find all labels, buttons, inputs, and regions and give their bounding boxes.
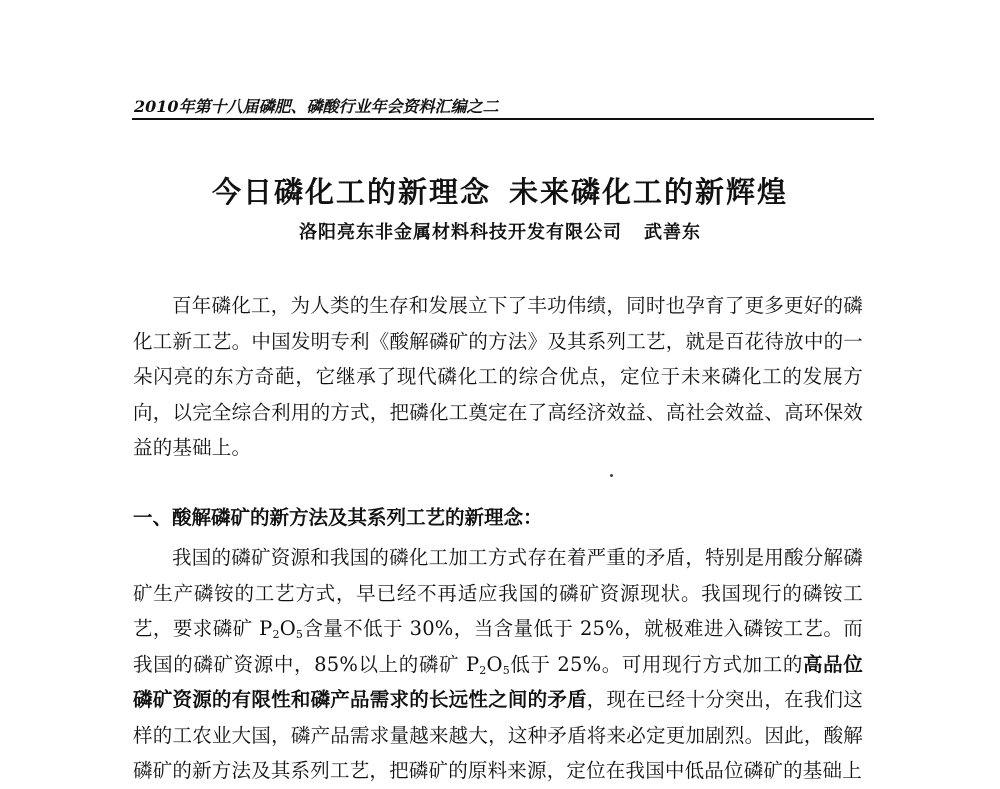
emphasis-text: 高品位磷矿资源的有限性和磷产品需求的长远性之间的矛盾 — [133, 652, 863, 711]
author: 武善东 — [644, 222, 701, 243]
section-1-body — [133, 540, 863, 789]
subscript: 5 — [502, 663, 510, 677]
subscript: 2 — [272, 628, 280, 641]
text-run: ，现在已经十分突出，在我们这样的工农业大国，磷产品需求量越来越大，这种矛盾将来必定更加剧烈。因此，酸解磷矿的新方法及其系列工艺，把磷矿的原料来源，定位在我国中低品位磷矿的基础上 — [133, 688, 863, 782]
byline — [0, 218, 1000, 244]
subscript: 5 — [295, 628, 304, 641]
intro-paragraph: 百年磷化工，为人类的生存和发展立下了丰功伟绩，同时也孕育了更多更好的磷化工新工艺。中国发明专利《酸解磷矿的方法》及其系列工艺，就是百花待放中的一朵闪亮的东方奇葩，它继承了现代磷化工的综合优点，定位于未来磷化工的发展方向，以完全综合利用的方式，把磷化工奠定在了高经济效益、高社会效益、高环保效益的基础上。 — [133, 294, 863, 459]
article-title — [0, 170, 1000, 211]
stray-mark — [610, 474, 613, 477]
title-part-1: 今日磷化工的新理念 — [211, 175, 491, 209]
text-run: 我国的磷矿资源和我国的磷化工加工方式存在着严重的矛盾，特别是用酸分解磷矿生产磷铵的工艺方式，早已经不再适应我国的磷矿资源现状。我国现行的磷铵工艺，要求磷矿 P — [133, 546, 863, 640]
intro-section — [133, 288, 863, 466]
text-run: O — [486, 652, 503, 676]
running-header-text: 2010年第十八届磷肥、磷酸行业年会资料汇编之二 — [134, 97, 499, 116]
subscript: 2 — [479, 663, 487, 677]
section-1-heading: 一、酸解磷矿的新方法及其系列工艺的新理念： — [133, 506, 543, 529]
title-part-2: 未来磷化工的新辉煌 — [509, 175, 789, 209]
text-run: 低于 25%。可用现行方式加工的 — [509, 652, 804, 676]
text-run: 含量不低于 30%，当含量低于 25%，就极难进入磷铵工艺。而我国的磷矿资源中，85%以上的磷矿 P — [133, 617, 864, 676]
affiliation: 洛阳亮东非金属材料科技开发有限公司 — [299, 222, 622, 243]
text-run: O — [279, 617, 296, 640]
section-1-paragraph — [133, 540, 863, 789]
running-header — [132, 92, 874, 120]
